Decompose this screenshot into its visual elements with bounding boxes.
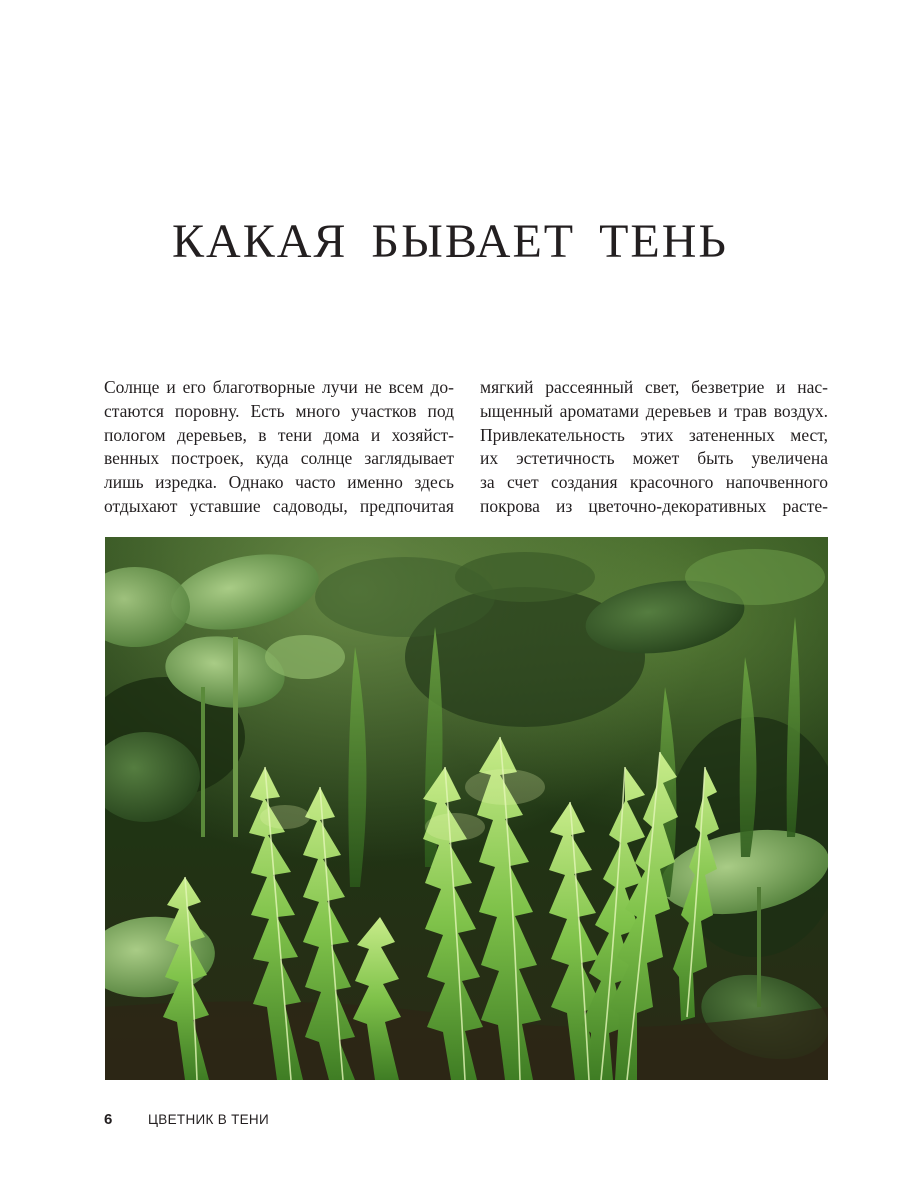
running-title: ЦВЕТНИК В ТЕНИ — [148, 1112, 269, 1127]
page-title: КАКАЯ БЫВАЕТ ТЕНЬ — [172, 215, 728, 268]
page-number: 6 — [104, 1111, 113, 1128]
text-line: Солнце и его благотворные лучи не всем до- — [104, 377, 454, 397]
text-line: Привлекательность этих затененных мест, — [480, 424, 828, 445]
text-line: отдыхают уставшие садоводы, предпочитая — [104, 495, 454, 516]
text-line: венных построек, куда солнце заглядывает — [104, 448, 454, 469]
text-line: стаются поровну. Есть много участков под — [104, 400, 454, 421]
fern-illustration — [105, 537, 828, 1080]
text-line: лишь изредка. Однако часто именно здесь — [104, 472, 454, 493]
text-line: ыщенный ароматами деревьев и трав воздух. — [480, 400, 828, 421]
text-line: мягкий рассеянный свет, безветрие и нас- — [480, 377, 828, 397]
text-line: за счет создания красочного напочвенного — [480, 472, 828, 493]
text-column-left — [104, 376, 454, 519]
text-column-right — [480, 376, 828, 519]
fern-photo — [105, 537, 828, 1080]
text-line: пологом деревьев, в тени дома и хозяйст- — [104, 424, 454, 445]
text-line: их эстетичность может быть увеличена — [480, 448, 828, 469]
text-line: покрова из цветочно-декоративных расте- — [480, 495, 828, 516]
